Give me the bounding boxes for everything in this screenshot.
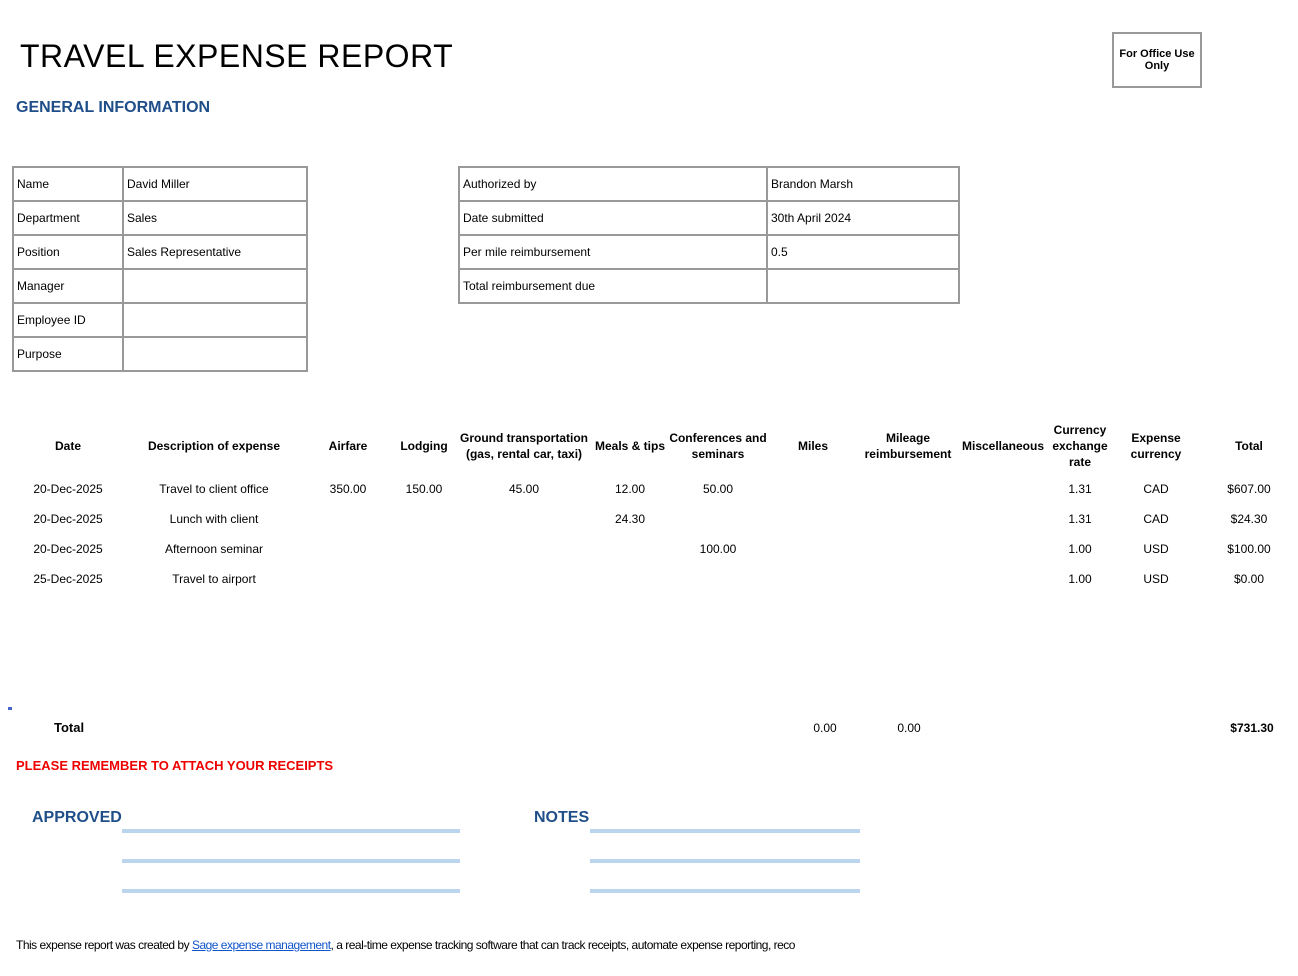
info-label: Purpose [13, 337, 123, 371]
expense-row [12, 564, 1298, 594]
column-header: Total [1235, 439, 1263, 453]
total-miles: 0.00 [813, 721, 837, 735]
notes-line[interactable] [590, 829, 860, 833]
total-label: Total [54, 720, 85, 735]
expense-row [12, 474, 1298, 504]
info-row [459, 235, 959, 269]
expense-row [12, 504, 1298, 534]
expense-cell[interactable] [858, 474, 958, 504]
expense-cell[interactable]: Afternoon seminar [164, 542, 264, 556]
info-value[interactable]: Sales Representative [123, 235, 307, 269]
expense-cell[interactable] [858, 534, 958, 564]
expense-cell[interactable] [592, 564, 668, 594]
report-title: TRAVEL EXPENSE REPORT [20, 38, 454, 74]
sage-link[interactable]: Sage expense management [191, 938, 331, 952]
expense-cell[interactable] [768, 474, 858, 504]
column-header: Ground transportation (gas, rental car, taxi) [460, 431, 588, 461]
column-header: Miscellaneous [961, 439, 1045, 453]
column-header: Miles [797, 439, 828, 453]
approved-line[interactable] [122, 889, 460, 893]
expense-cell[interactable] [668, 504, 768, 534]
info-value[interactable] [123, 303, 307, 337]
approved-line[interactable] [122, 829, 460, 833]
expense-cell[interactable] [456, 504, 592, 534]
expense-cell[interactable] [456, 564, 592, 594]
notes-label: NOTES [534, 809, 590, 826]
expense-cell[interactable]: 12.00 [614, 482, 646, 496]
info-label: Name [13, 167, 123, 201]
info-label: Manager [13, 269, 123, 303]
expense-cell[interactable]: 1.31 [1068, 482, 1092, 496]
info-row [459, 269, 959, 303]
column-header: Date [54, 439, 81, 453]
expense-cell[interactable]: Travel to airport [172, 572, 256, 586]
info-row [13, 167, 307, 201]
column-header: Description of expense [147, 439, 281, 453]
expense-cell[interactable]: $100.00 [1227, 542, 1271, 556]
expense-cell[interactable] [392, 564, 456, 594]
expense-cell[interactable] [592, 534, 668, 564]
approved-line[interactable] [122, 859, 460, 863]
total-mileage: 0.00 [897, 721, 921, 735]
grand-total: $731.30 [1230, 721, 1274, 735]
general-info-heading: GENERAL INFORMATION [16, 99, 211, 116]
column-header: Currency exchange rate [1052, 423, 1108, 469]
info-label: Date submitted [459, 201, 767, 235]
expense-cell[interactable] [456, 534, 592, 564]
expense-cell[interactable]: 1.31 [1068, 512, 1092, 526]
footer-text-before: This expense report was created by [16, 938, 192, 952]
authorization-info-table [458, 166, 960, 304]
expense-cell[interactable] [304, 504, 392, 534]
footer-text [16, 938, 795, 952]
info-value[interactable] [123, 269, 307, 303]
expense-cell[interactable]: 50.00 [702, 482, 734, 496]
expense-cell[interactable] [768, 534, 858, 564]
expense-cell[interactable]: Travel to client office [159, 482, 269, 496]
expense-cell[interactable] [392, 504, 456, 534]
expense-cell[interactable]: 24.30 [614, 512, 646, 526]
expense-cell[interactable]: 25-Dec-2025 [33, 572, 103, 586]
notes-line[interactable] [590, 889, 860, 893]
info-row [459, 167, 959, 201]
expense-cell[interactable] [958, 564, 1048, 594]
expense-cell[interactable]: 20-Dec-2025 [33, 482, 103, 496]
info-value[interactable]: 30th April 2024 [767, 201, 959, 235]
expense-row [12, 534, 1298, 564]
expense-cell[interactable] [958, 534, 1048, 564]
info-label: Per mile reimbursement [459, 235, 767, 269]
expense-cell[interactable] [768, 564, 858, 594]
expense-cell[interactable] [958, 504, 1048, 534]
info-row [13, 303, 307, 337]
info-label: Department [13, 201, 123, 235]
notes-line[interactable] [590, 859, 860, 863]
info-row [13, 201, 307, 235]
expense-cell[interactable]: 1.00 [1068, 542, 1092, 556]
column-header: Expense currency [1130, 431, 1182, 461]
expense-cell[interactable]: $607.00 [1227, 482, 1271, 496]
approved-label: APPROVED [32, 809, 122, 826]
expense-cell[interactable] [858, 504, 958, 534]
expense-cell[interactable]: 150.00 [405, 482, 443, 496]
expense-cell[interactable]: 20-Dec-2025 [33, 542, 103, 556]
info-row [13, 269, 307, 303]
expense-cell[interactable]: 45.00 [508, 482, 540, 496]
info-value[interactable]: Sales [123, 201, 307, 235]
expense-cell[interactable]: 350.00 [329, 482, 367, 496]
expense-cell[interactable]: CAD [1143, 482, 1169, 496]
employee-info-table [12, 166, 308, 372]
expense-cell[interactable] [768, 504, 858, 534]
info-value[interactable]: David Miller [123, 167, 307, 201]
cell-marker [8, 707, 12, 710]
footer-text-after: , a real-time expense tracking software that can track receipts, automate expense reporting, reco [330, 938, 795, 952]
expense-table [12, 418, 1298, 594]
expense-cell[interactable] [668, 564, 768, 594]
info-row [13, 235, 307, 269]
expense-cell[interactable]: CAD [1143, 512, 1169, 526]
column-header: Meals & tips [594, 439, 666, 453]
expense-cell[interactable]: 100.00 [699, 542, 737, 556]
expense-cell[interactable]: Lunch with client [169, 512, 259, 526]
info-row [13, 337, 307, 371]
expense-cell[interactable] [304, 564, 392, 594]
info-label: Employee ID [13, 303, 123, 337]
expense-cell[interactable] [392, 534, 456, 564]
column-header: Mileage reimbursement [864, 431, 952, 461]
info-value[interactable] [767, 269, 959, 303]
info-row [459, 201, 959, 235]
receipts-reminder: PLEASE REMEMBER TO ATTACH YOUR RECEIPTS [16, 758, 334, 773]
expense-cell[interactable]: USD [1143, 542, 1169, 556]
info-label: Position [13, 235, 123, 269]
info-value[interactable]: 0.5 [767, 235, 959, 269]
expense-cell[interactable] [304, 534, 392, 564]
expense-cell[interactable] [958, 474, 1048, 504]
column-header: Airfare [328, 439, 368, 453]
info-value[interactable]: Brandon Marsh [767, 167, 959, 201]
info-value[interactable] [123, 337, 307, 371]
expense-cell[interactable]: $24.30 [1230, 512, 1268, 526]
column-header: Lodging [400, 439, 448, 453]
info-label: Authorized by [459, 167, 767, 201]
column-header: Conferences and seminars [669, 431, 767, 461]
expense-cell[interactable]: $0.00 [1233, 572, 1265, 586]
info-label: Total reimbursement due [459, 269, 767, 303]
expense-cell[interactable]: USD [1143, 572, 1169, 586]
expense-cell[interactable] [858, 564, 958, 594]
expense-cell[interactable]: 1.00 [1068, 572, 1092, 586]
expense-cell[interactable]: 20-Dec-2025 [33, 512, 103, 526]
office-use-box: For Office Use Only [1112, 32, 1202, 88]
